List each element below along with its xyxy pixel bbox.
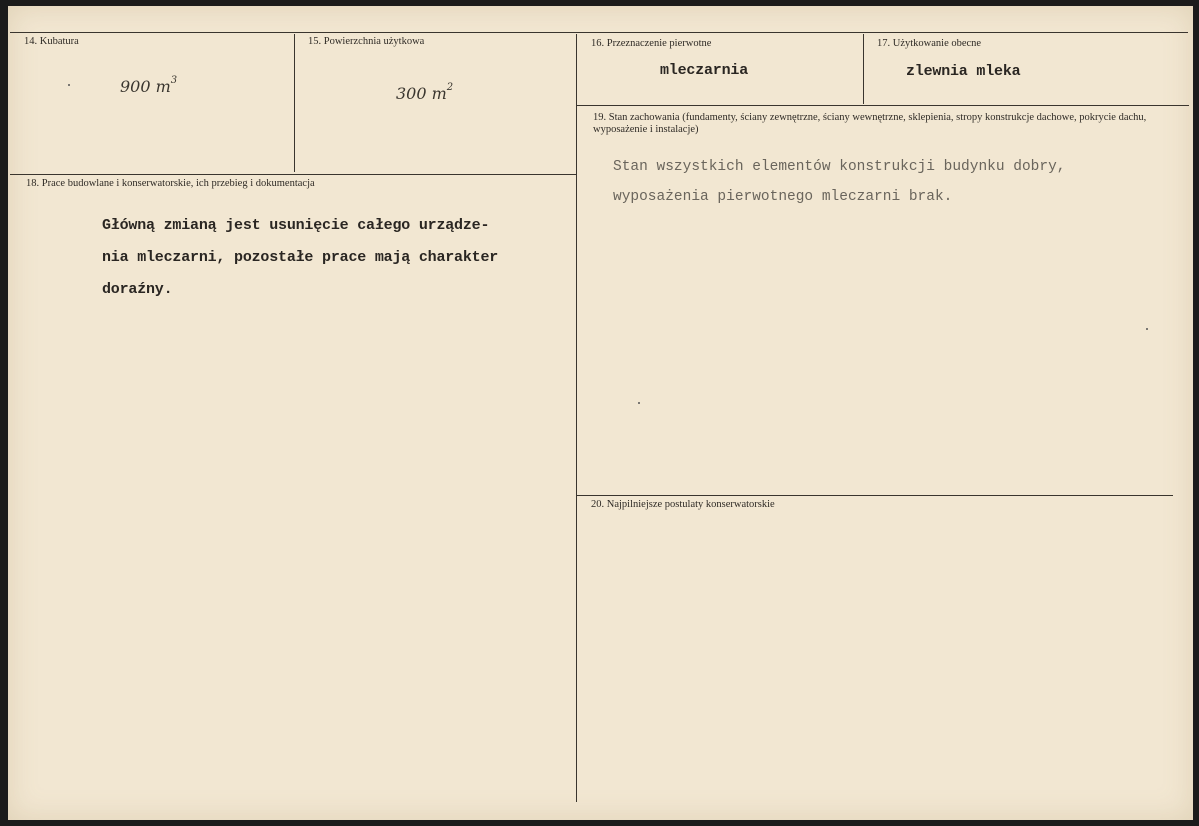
divider-16-19 bbox=[577, 105, 1189, 106]
field-18-line-2: nia mleczarni, pozostałe prace mają charakter bbox=[102, 249, 499, 266]
divider-14-15 bbox=[294, 34, 295, 172]
field-15-label: 15. Powierzchnia użytkowa bbox=[308, 36, 425, 47]
field-14-exponent: 3 bbox=[170, 74, 178, 86]
paper-speck bbox=[1146, 328, 1148, 330]
field-19-line-1: Stan wszystkich elementów konstrukcji budynku dobry, bbox=[613, 159, 1066, 175]
field-15-value bbox=[396, 81, 454, 103]
field-16-value: mleczarnia bbox=[660, 62, 749, 79]
divider-16-17 bbox=[863, 34, 864, 104]
field-18-line-1: Główną zmianą jest usunięcie całego urządze- bbox=[102, 217, 490, 234]
field-14-label: 14. Kubatura bbox=[24, 36, 79, 47]
field-20-label: 20. Najpilniejsze postulaty konserwatorskie bbox=[591, 499, 775, 510]
field-19-label: 19. Stan zachowania (fundamenty, ściany zewnętrzne, ściany wewnętrzne, sklepienia, stropy konstrukcje dachowe, pokrycie dachu, wyposażenie i instalacje) bbox=[593, 112, 1147, 135]
field-18-line-3: doraźny. bbox=[102, 281, 173, 298]
top-border-line bbox=[10, 32, 1188, 33]
field-17-label: 17. Użytkowanie obecne bbox=[877, 38, 982, 49]
field-15-value-text: 300 m bbox=[396, 84, 447, 103]
field-14-value-text: 900 m bbox=[120, 77, 171, 96]
record-card bbox=[8, 6, 1193, 820]
field-17-value: zlewnia mleka bbox=[906, 63, 1021, 80]
field-18-label: 18. Prace budowlane i konserwatorskie, ich przebieg i dokumentacja bbox=[26, 178, 315, 189]
divider-14-18 bbox=[10, 174, 576, 175]
main-vertical-divider bbox=[576, 34, 577, 802]
field-15-exponent: 2 bbox=[446, 81, 454, 93]
field-19-line-2: wyposażenia pierwotnego mleczarni brak. bbox=[613, 189, 953, 205]
field-16-label: 16. Przeznaczenie pierwotne bbox=[591, 38, 712, 49]
divider-19-20 bbox=[577, 495, 1173, 496]
paper-speck bbox=[68, 84, 70, 86]
field-14-value bbox=[120, 74, 178, 96]
paper-speck bbox=[638, 402, 640, 404]
